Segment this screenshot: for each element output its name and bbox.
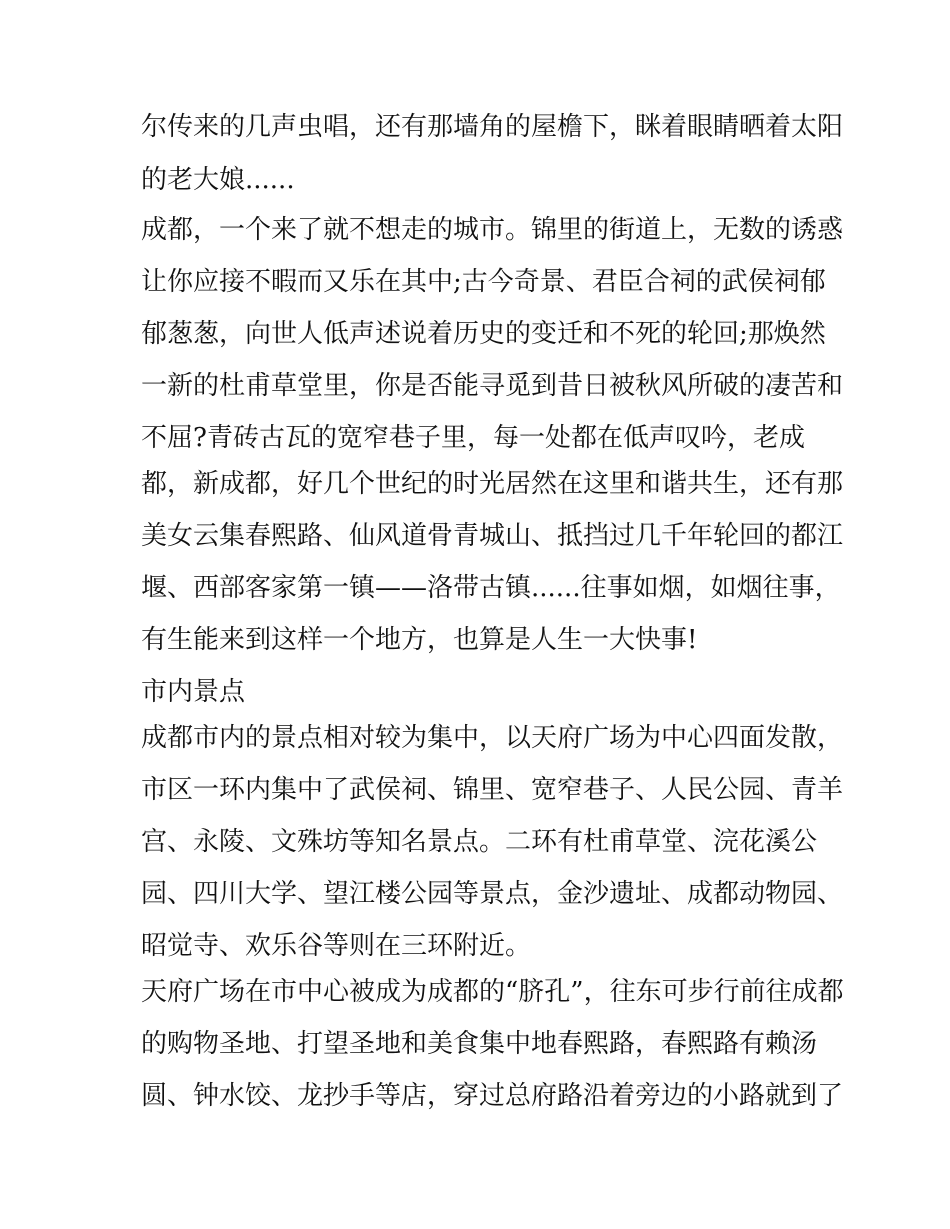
text-line: 的老大娘...... [141,165,295,195]
text-line: 圆、钟水饺、龙抄手等店，穿过总府路沿着旁边的小路就到了 [141,1081,844,1111]
text-line: 昭觉寺、欢乐谷等则在三环附近。 [141,931,532,961]
text-line: 有生能来到这样一个地方，也算是人生一大快事! [141,625,698,655]
text-line: 市区一环内集中了武侯祠、锦里、宽窄巷子、人民公园、青羊 [141,775,844,805]
text-line: 郁葱葱，向世人低声述说着历史的变迁和不死的轮回;那焕然 [141,319,826,349]
text-line: 让你应接不暇而又乐在其中;古今奇景、君臣合祠的武侯祠郁 [141,267,826,297]
text-line: 的购物圣地、打望圣地和美食集中地春熙路，春熙路有赖汤 [141,1029,818,1059]
text-line: 成都市内的景点相对较为集中，以天府广场为中心四面发散， [141,723,844,753]
text-line: 美女云集春熙路、仙风道骨青城山、抵挡过几千年轮回的都江 [141,521,844,551]
text-line: 不屈?青砖古瓦的宽窄巷子里，每一处都在低声叹吟，老成 [141,423,805,453]
text-line: 天府广场在市中心被成为成都的“脐孔”，往东可步行前往成都 [141,977,844,1007]
section-heading: 市内景点 [141,677,246,707]
text-line: 园、四川大学、望江楼公园等景点，金沙遗址、成都动物园、 [141,879,844,909]
text-line: 成都，一个来了就不想走的城市。锦里的街道上，无数的诱惑 [141,215,844,245]
text-line: 都，新成都，好几个世纪的时光居然在这里和谐共生，还有那 [141,469,844,499]
text-line: 尔传来的几声虫唱，还有那墙角的屋檐下，眯着眼睛晒着太阳 [141,112,844,142]
text-line: 堰、西部客家第一镇——洛带古镇......往事如烟，如烟往事， [141,573,841,603]
text-line: 一新的杜甫草堂里，你是否能寻觅到昔日被秋风所破的凄苦和 [141,371,844,401]
text-line: 宫、永陵、文殊坊等知名景点。二环有杜甫草堂、浣花溪公 [141,827,818,857]
